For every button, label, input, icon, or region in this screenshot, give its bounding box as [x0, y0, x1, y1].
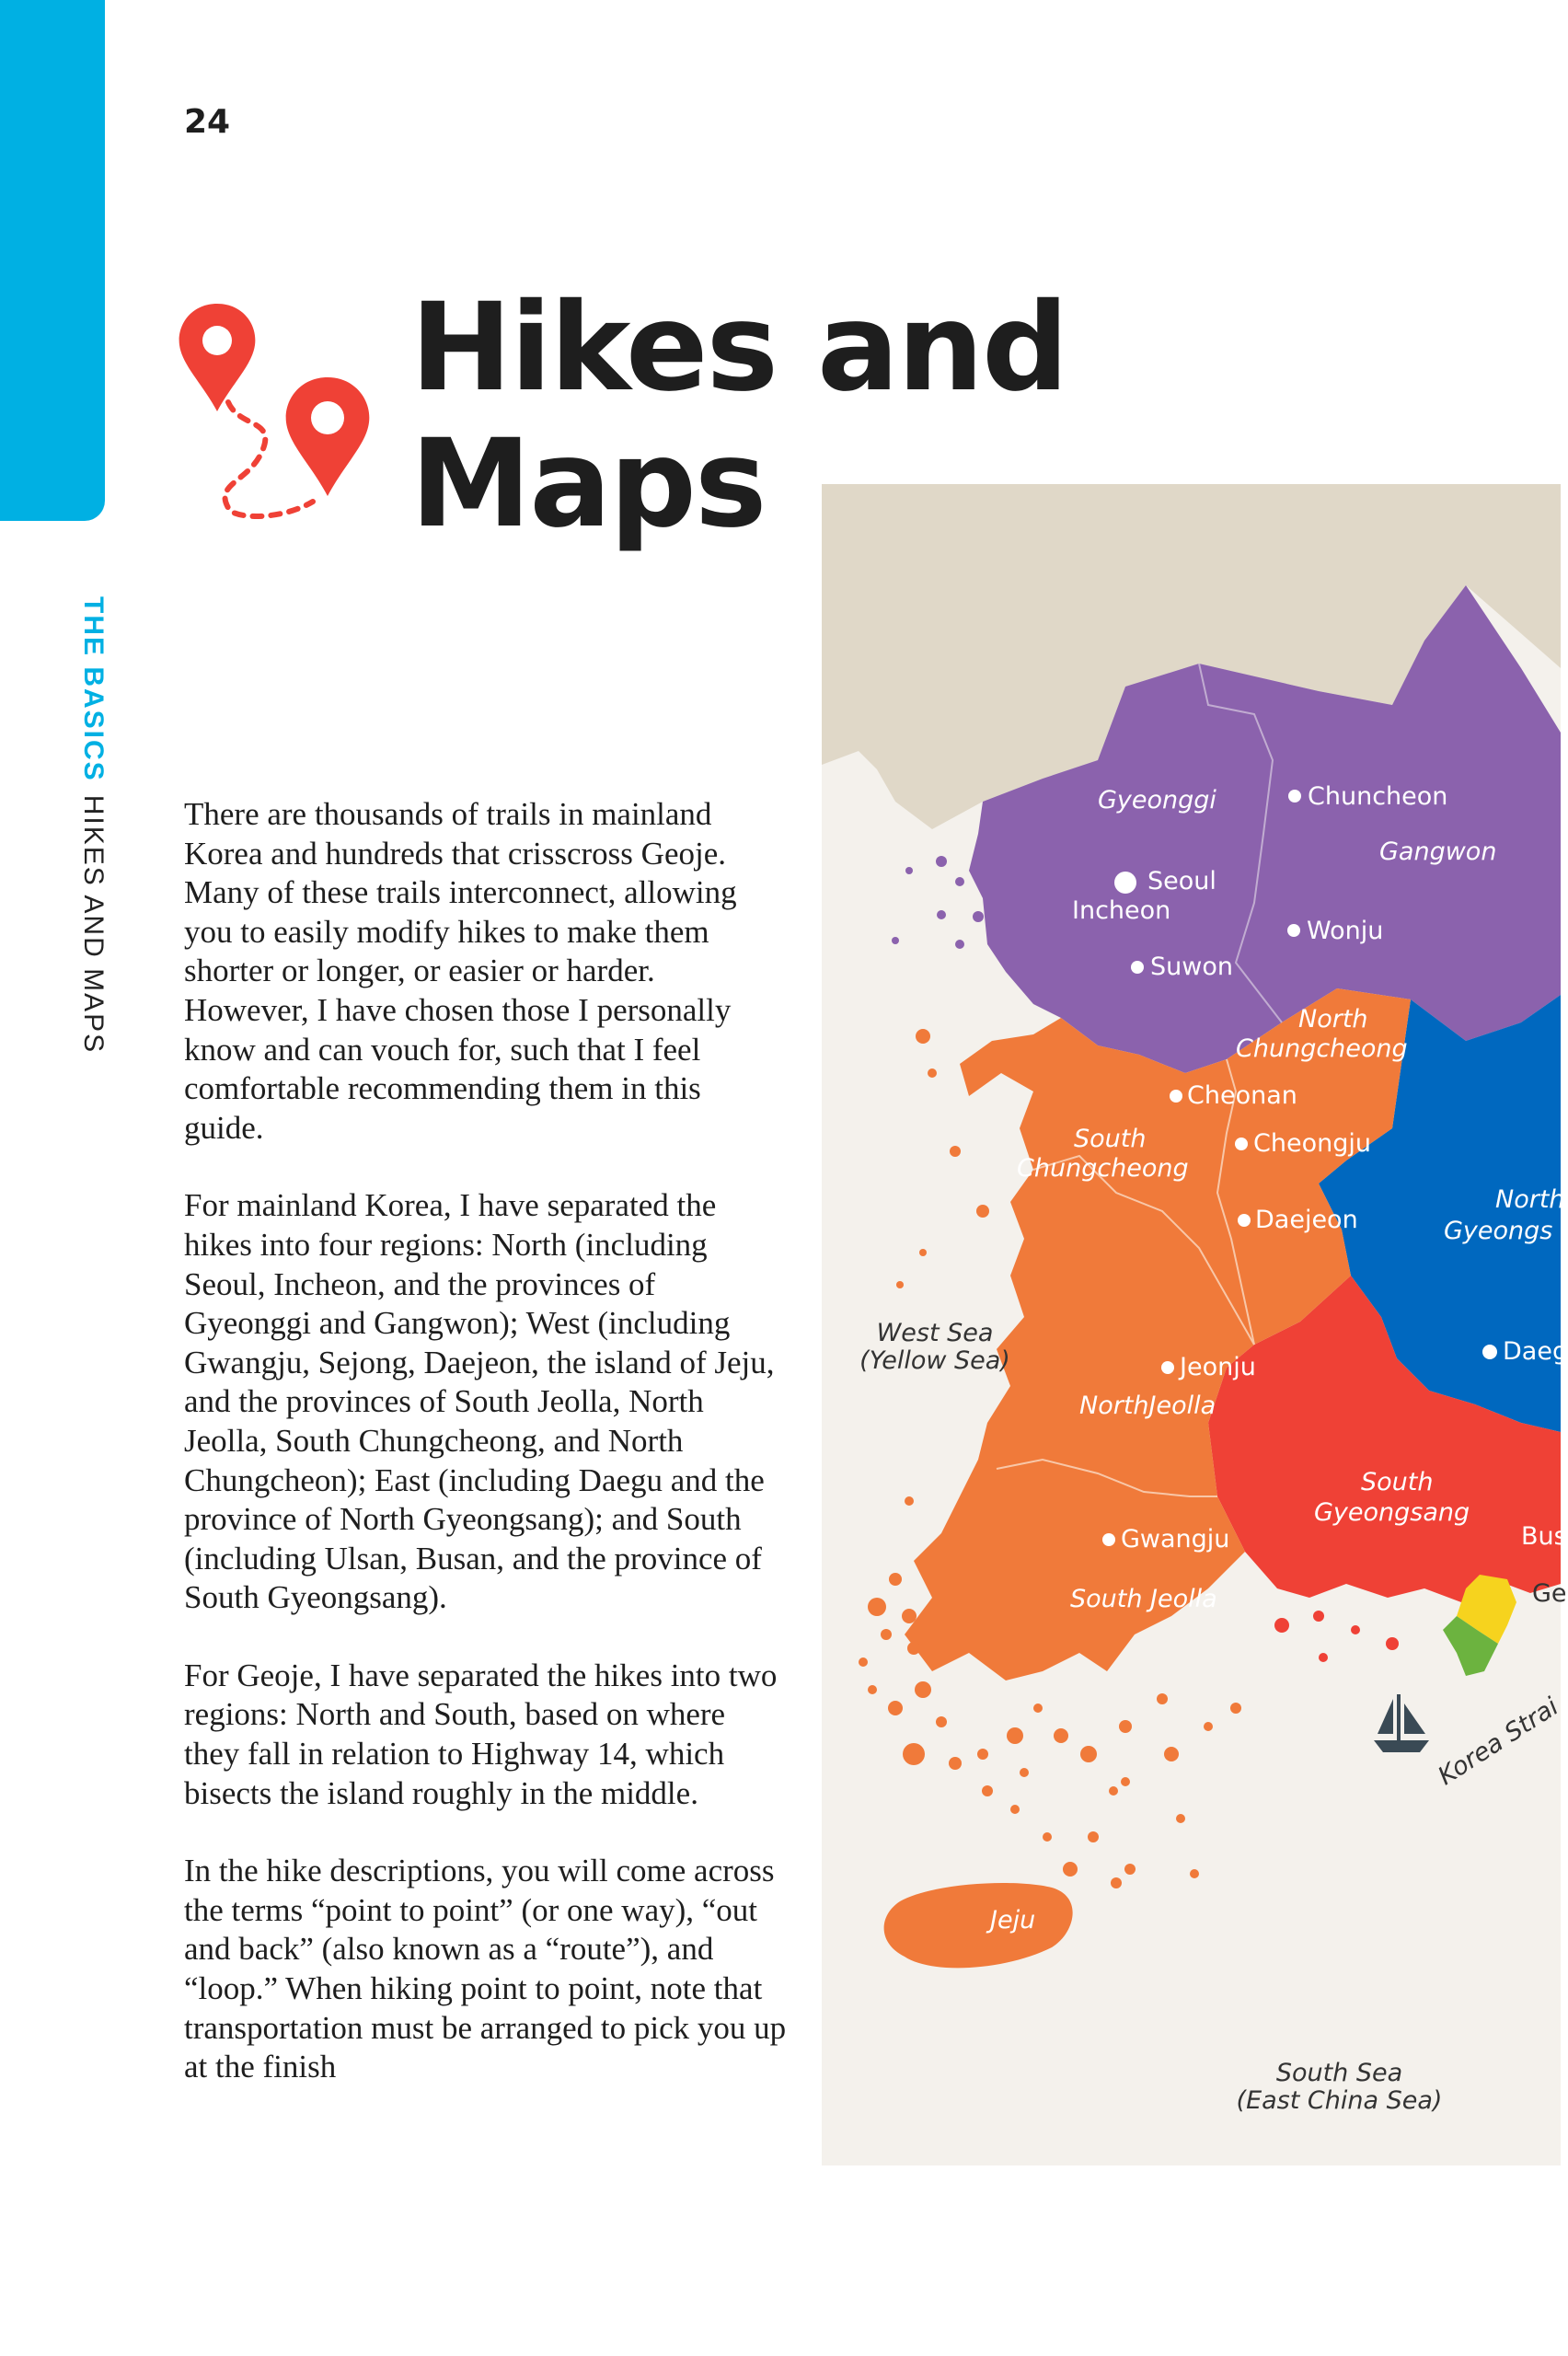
running-header: [77, 596, 109, 1054]
region-label-north-jeolla: NorthJeolla: [1079, 1392, 1216, 1420]
region-label-north-gyeongsang: North: [1495, 1185, 1565, 1214]
city-label-gwangju: Gwangju: [1121, 1525, 1230, 1553]
subsection-label: HIKES AND MAPS: [78, 794, 109, 1055]
sea-label-south: [1213, 2060, 1466, 2115]
title-line-2: Maps: [410, 412, 766, 555]
region-label-north-chungcheong: Chungcheong: [1236, 1034, 1408, 1063]
sea-label-west: [843, 1320, 1027, 1375]
city-label-cheongju: Cheongju: [1253, 1129, 1371, 1158]
city-label-cheonan: Cheonan: [1187, 1081, 1297, 1110]
city-label-geoje: Ge: [1532, 1579, 1567, 1608]
region-label-south-chungcheong: Chungcheong: [1017, 1154, 1189, 1183]
page-number: 24: [184, 103, 231, 141]
region-label-jeju: Jeju: [990, 1906, 1036, 1934]
route-pins-icon: [175, 299, 386, 525]
region-label-south-jeolla: South Jeolla: [1070, 1585, 1217, 1613]
sea-label-south-line1: South Sea: [1275, 2059, 1403, 2087]
region-label-gyeonggi: Gyeonggi: [1098, 786, 1216, 814]
city-label-daejeon: Daejeon: [1255, 1206, 1358, 1234]
sea-label-west-line1: West Sea: [876, 1319, 994, 1347]
sea-label-south-line2: (East China Sea): [1236, 2086, 1443, 2115]
city-label-busan: Bus: [1521, 1522, 1567, 1551]
city-label-incheon: Incheon: [1072, 896, 1171, 925]
city-label-wonju: Wonju: [1307, 917, 1384, 945]
region-label-south-chungcheong: South: [1074, 1125, 1147, 1153]
sea-label-korea-strait: Korea Strai: [1433, 1692, 1564, 1792]
sea-label-west-line2: (Yellow Sea): [859, 1346, 1010, 1375]
region-label-south-gyeongsang: Gyeongsang: [1314, 1498, 1470, 1527]
body-text: [184, 795, 787, 2126]
city-label-chuncheon: Chuncheon: [1308, 782, 1448, 811]
korea-map: [822, 484, 1568, 2165]
paragraph: For mainland Korea, I have separated the hikes into four regions: North (including Seoul, Incheon, and the provinces of Gyeonggi and Gangwon); West (including Gwangju, Sejong, Daejeon, the island of Jeju, and the provinces of South Jeolla, North Jeolla, South Chungcheong, and North Chungcheon); East (including Daegu and the province of North Gyeongsang); and South (including Ulsan, Busan, and the province of South Gyeongsang).: [184, 1187, 775, 1616]
city-label-daegu: Daeg: [1503, 1337, 1568, 1366]
region-label-south-gyeongsang: South: [1361, 1468, 1434, 1496]
title-line-1: Hikes and: [410, 277, 1067, 419]
region-label-north-chungcheong: North: [1298, 1005, 1368, 1034]
paragraph: In the hike descriptions, you will come across the terms “point to point” (or one way), “out and back” (also known as a “route”), and “loop.” When hiking point to point, note that transportation must be arranged to pick you up at the finish: [184, 1853, 787, 2085]
paragraph: For Geoje, I have separated the hikes into two regions: North and South, based on where they fall in relation to Highway 14, which bisects the island roughly in the middle.: [184, 1657, 778, 1811]
paragraph: There are thousands of trails in mainland Korea and hundreds that crisscross Geoje. Many of these trails interconnect, allowing you to easily modify hikes to make them shorter or longer, or easier or harder. However, I have chosen those I personally know and can vouch for, such that I feel comfortable recommending them in this guide.: [184, 796, 737, 1146]
region-label-north-gyeongsang: Gyeongs: [1444, 1217, 1553, 1245]
city-label-suwon: Suwon: [1150, 953, 1233, 981]
city-label-seoul: Seoul: [1147, 867, 1216, 895]
section-label: THE BASICS: [78, 596, 109, 782]
city-label-jeonju: Jeonju: [1180, 1353, 1256, 1381]
section-tab: [0, 0, 105, 521]
region-label-gangwon: Gangwon: [1379, 837, 1497, 866]
